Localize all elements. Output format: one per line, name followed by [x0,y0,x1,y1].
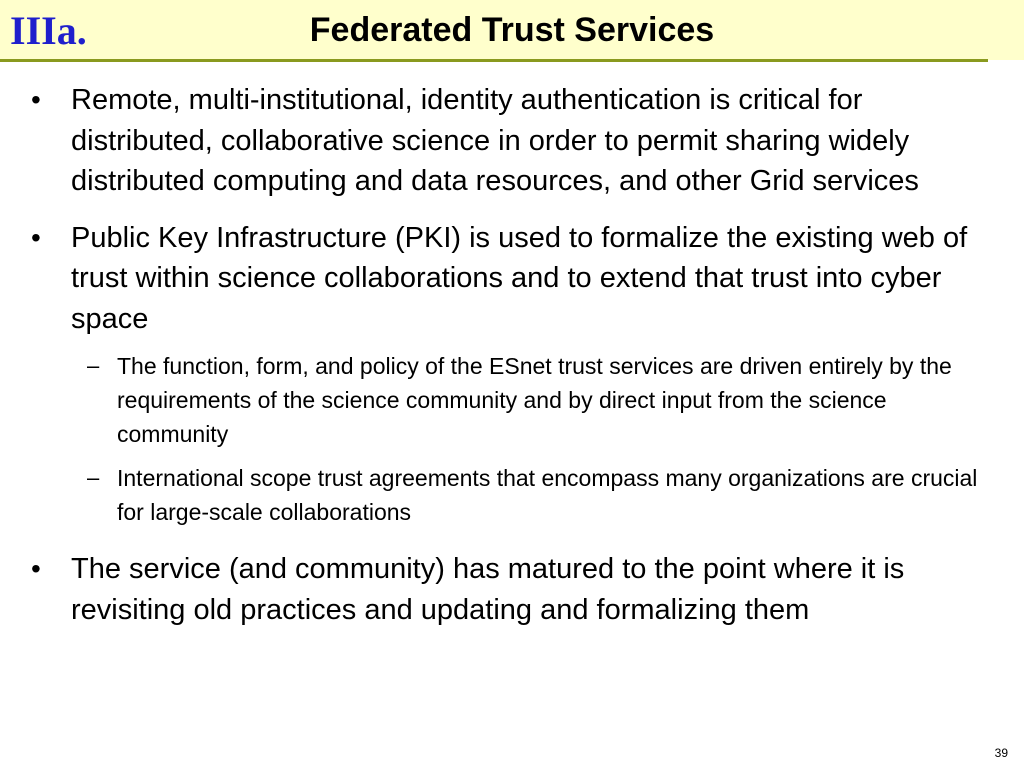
sub-bullet-marker: – [87,465,100,490]
title-divider [0,59,988,62]
bullet-item [0,218,1024,530]
bullet-item [0,549,1024,630]
title-bar [0,0,1024,60]
bullet-item [0,80,1024,202]
sub-bullet-text: The function, form, and policy of the ESnet trust services are driven entirely by the requirements of the science community and by direct input from the science community [117,353,952,447]
sub-bullet-item [0,349,1024,451]
sub-bullet-item [0,461,1024,529]
bullet-marker: • [31,553,41,584]
sub-bullet-text: International scope trust agreements that encompass many organizations are crucial for large-scale collaborations [117,465,978,525]
sub-bullet-marker: – [87,353,100,378]
section-number: IIIa. [10,8,87,53]
page-number: 39 [994,746,1008,760]
bullet-text: Remote, multi-institutional, identity authentication is critical for distributed, collaborative science in order to permit sharing widely distributed computing and data resources, and other Grid services [71,84,919,197]
bullet-marker: • [31,221,41,253]
bullet-list [0,80,1024,630]
slide-title: Federated Trust Services [309,11,715,49]
bullet-text: Public Key Infrastructure (PKI) is used to formalize the existing web of trust within science collaborations and to extend that trust into cyber space [71,221,968,335]
bullet-text: The service (and community) has matured to the point where it is revisiting old practices and updating and formalizing them [71,553,905,626]
bullet-marker: • [31,84,41,115]
